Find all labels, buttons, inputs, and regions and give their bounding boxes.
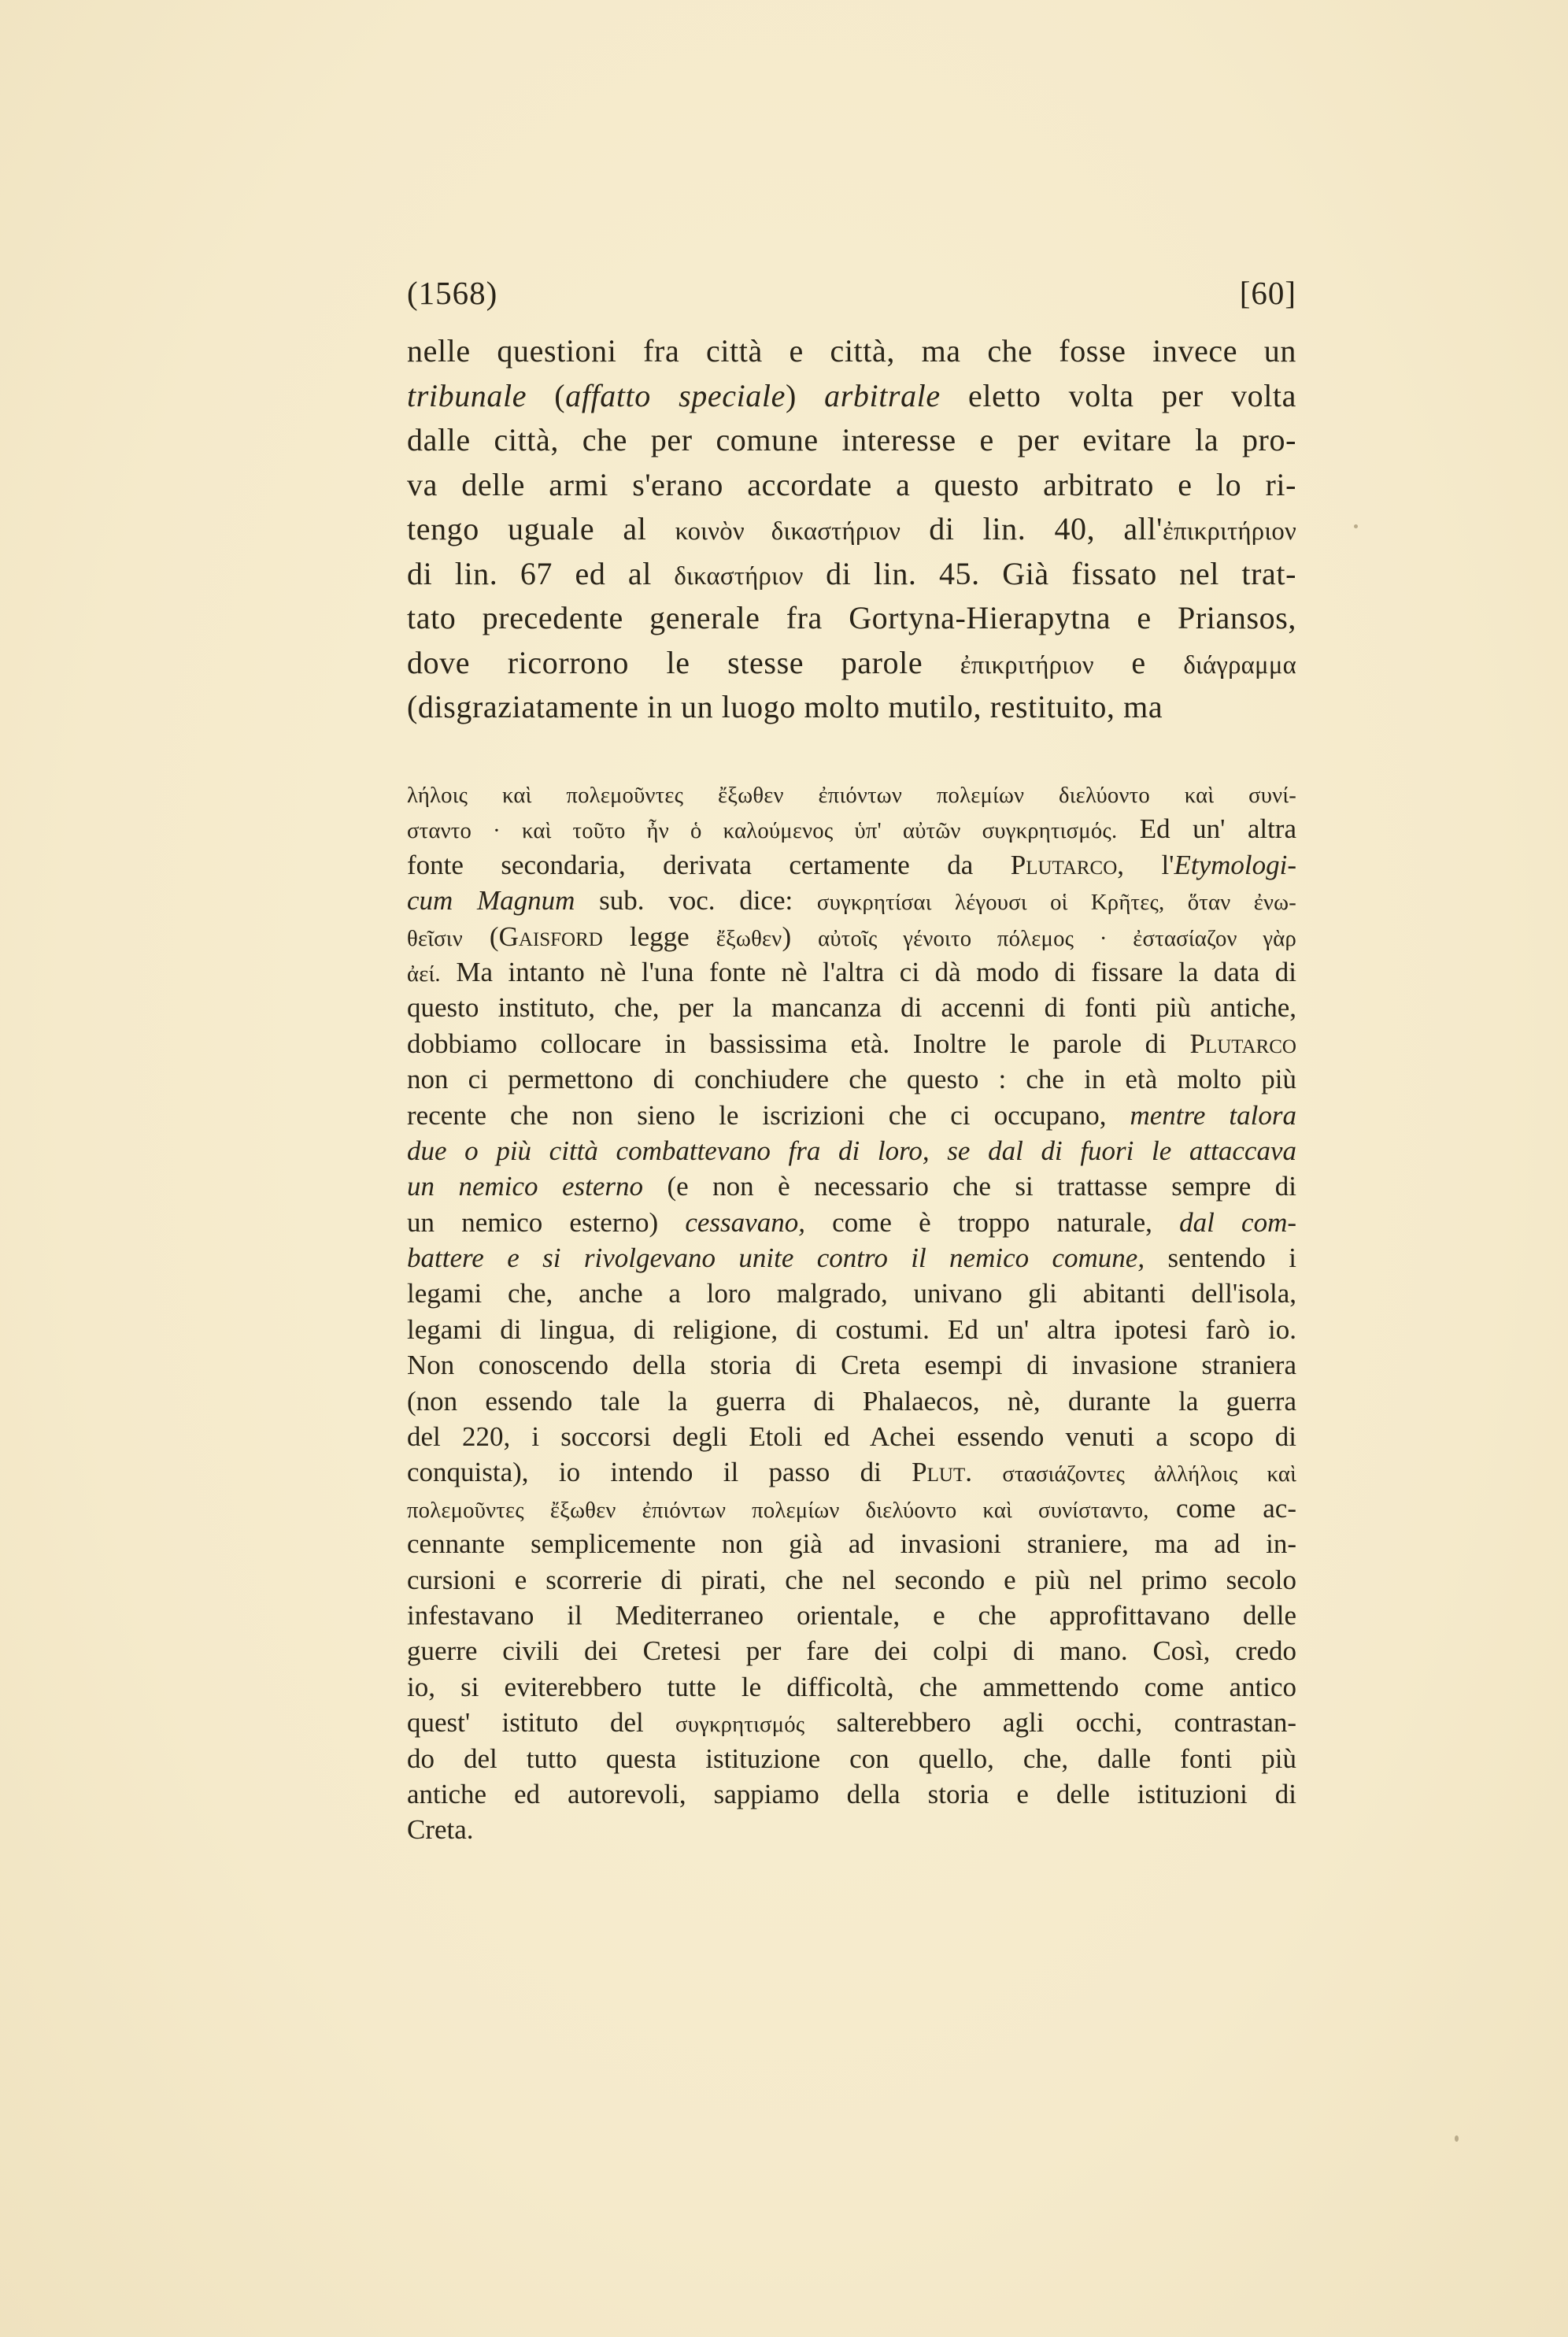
greek-text: λήλοις καὶ πολεμοῦντες ἔξωθεν ἐπιόντων πολεμίων διελύοντο καὶ συνί- — [407, 783, 1296, 808]
main-text-line — [407, 507, 1296, 552]
text-run: (non essendo tale la guerra di Phalaecos, nè, durante la guerra — [407, 1385, 1296, 1417]
text-run: quest' istituto del — [407, 1707, 676, 1739]
text-run: Etymologi- — [1174, 849, 1297, 880]
text-run: (e non è necessario che si trattasse sempre di — [643, 1171, 1296, 1202]
footnote-line — [407, 1776, 1296, 1812]
greek-text: ἐπικριτήριον — [960, 650, 1094, 680]
greek-text: δικαστήριον — [674, 561, 804, 591]
greek-text: ἐπικριτήριον — [1162, 517, 1296, 546]
text-run: ) — [782, 920, 819, 952]
text-run: dove ricorrono le stesse parole — [407, 644, 960, 680]
text-run: legge — [602, 920, 716, 952]
greek-text: σταντο · καὶ τοῦτο ἦν ὁ καλούμενος ὑπ' αὐτῶν συγκρητισμός. — [407, 818, 1118, 844]
greek-text: συγκρητίσαι λέγουσι οἱ Κρῆτες, ὅταν ἐνω- — [816, 890, 1296, 916]
greek-text: κοινὸν δικαστήριον — [675, 517, 901, 546]
main-text-line — [407, 552, 1296, 597]
footnote-line — [407, 1276, 1296, 1311]
text-run: un nemico esterno — [407, 1171, 644, 1202]
text-run: ) — [785, 377, 825, 413]
greek-text: αὐτοῖς γένοιτο πόλεμος · ἐστασίαζον γὰρ — [818, 925, 1297, 951]
text-run: do del tutto questa istituzione con quello, che, dalle fonti più — [407, 1743, 1296, 1774]
text-run: sub. voc. dice: — [575, 885, 817, 917]
text-run: cum Magnum — [407, 885, 575, 917]
footnote-line — [407, 1526, 1296, 1561]
footnote-line — [407, 1347, 1296, 1383]
footnote-line — [407, 1633, 1296, 1668]
footnote-line — [407, 990, 1296, 1025]
text-run: guerre civili dei Cretesi per fare dei colpi di mano. Così, credo — [407, 1635, 1296, 1667]
footnote-line — [407, 1705, 1296, 1740]
text-run: Non conoscendo della storia di Creta esempi di invasione straniera — [407, 1350, 1296, 1381]
text-run: arbitrale — [824, 377, 941, 413]
footnote-line — [407, 1741, 1296, 1776]
main-text-block — [407, 329, 1296, 730]
footnote-line — [407, 1669, 1296, 1705]
text-run: ( — [527, 377, 566, 413]
greek-text: ἀεί. — [407, 961, 441, 987]
footnote-line — [407, 1454, 1296, 1490]
text-run: io, si eviterebbero tutte le difficoltà, che ammettendo come antico — [407, 1671, 1296, 1702]
text-run: tato precedente generale fra Gortyna-Hierapytna e Priansos, — [407, 600, 1296, 635]
text-run: di lin. 40, all' — [900, 511, 1163, 546]
footnote-line — [407, 1026, 1296, 1061]
text-run: Creta. — [407, 1814, 474, 1846]
page-header — [407, 274, 1296, 321]
footnote-line — [407, 1812, 1296, 1847]
footnote-line — [407, 1061, 1296, 1097]
text-run: nelle questioni fra città e città, ma che fosse invece un — [407, 333, 1296, 369]
greek-text: θεῖσιν — [407, 925, 463, 951]
text-run: antiche ed autorevoli, sappiamo della storia e delle istituzioni di — [407, 1778, 1296, 1809]
greek-text: διάγραμμα — [1183, 650, 1296, 680]
footnote-line — [407, 883, 1296, 918]
text-run: battere e si rivolgevano unite contro il nemico comune, — [407, 1243, 1145, 1274]
footnote-line — [407, 1240, 1296, 1276]
footnote-line — [407, 776, 1296, 811]
text-run: infestavano il Mediterraneo orientale, e che approfittavano delle — [407, 1599, 1296, 1631]
author-name: Plutarco — [1189, 1028, 1296, 1059]
text-run: salterebbero agli occhi, contrastan- — [804, 1707, 1297, 1739]
text-run: tribunale — [407, 377, 527, 413]
text-run: come è troppo naturale, — [804, 1206, 1180, 1238]
text-run — [972, 1457, 1002, 1487]
page-number-left: (1568) — [407, 275, 498, 311]
text-run: di lin. 45. Già fissato nel trat- — [803, 555, 1296, 591]
text-run: affatto speciale — [565, 377, 786, 413]
text-run: mentre talora — [1130, 1099, 1296, 1131]
footnote-line — [407, 1598, 1296, 1633]
greek-text: στασιάζοντες ἀλλήλοις καὶ — [1002, 1461, 1296, 1487]
text-run: recente che non sieno le iscrizioni che ci occupano, — [407, 1099, 1130, 1131]
text-run: va delle armi s'erano accordate a questo arbitrato e lo ri- — [407, 466, 1296, 502]
footnote-line — [407, 919, 1296, 954]
main-text-line — [407, 418, 1296, 463]
greek-text: πολεμοῦντες ἔξωθεν ἐπιόντων πολεμίων διελύοντο καὶ συνίσταντο, — [407, 1497, 1149, 1523]
text-run: questo instituto, che, per la mancanza di accenni di fonti più antiche, — [407, 992, 1296, 1024]
text-run: Ma intanto nè l'una fonte nè l'altra ci dà modo di fissare la data di — [440, 956, 1296, 987]
text-run: dobbiamo collocare in bassissima età. Inoltre le parole di — [407, 1028, 1190, 1059]
paper-speck — [1455, 2135, 1459, 2142]
text-run: eletto volta per volta — [940, 377, 1296, 413]
text-run: ( — [462, 920, 499, 952]
footnote-line — [407, 1168, 1296, 1204]
text-run: cennante semplicemente non già ad invasioni straniere, ma ad in- — [407, 1528, 1296, 1560]
main-text-line — [407, 641, 1296, 686]
footnote-line — [407, 1312, 1296, 1347]
main-text-line — [407, 596, 1296, 641]
text-run: fonte secondaria, derivata certamente da — [407, 849, 1011, 880]
footnote-line — [407, 1419, 1296, 1454]
footnote-line — [407, 1491, 1296, 1526]
footnote-text-block — [407, 776, 1296, 1848]
main-text-line — [407, 685, 1296, 730]
main-text-line — [407, 463, 1296, 508]
text-run: cessavano, — [685, 1206, 805, 1238]
main-text-line — [407, 374, 1296, 419]
footnote-line — [407, 954, 1296, 990]
greek-text: ἔξωθεν — [716, 925, 782, 951]
text-run: dalle città, che per comune interesse e per evitare la pro- — [407, 422, 1296, 457]
footnote-line — [407, 1562, 1296, 1598]
text-run: tengo uguale al — [407, 511, 675, 546]
text-run: conquista), io intendo il passo di — [407, 1457, 912, 1488]
text-run: Ed un' altra — [1117, 813, 1296, 845]
footnote-line — [407, 1205, 1296, 1240]
main-text-line — [407, 329, 1296, 374]
text-run: di lin. 67 ed al — [407, 555, 675, 591]
author-name: Gaisford — [498, 920, 603, 952]
text-run: del 220, i soccorsi degli Etoli ed Achei essendo venuti a scopo di — [407, 1421, 1296, 1453]
footnote-line — [407, 847, 1296, 883]
footnote-line — [407, 1133, 1296, 1168]
page-number-right: [60] — [1239, 275, 1296, 311]
text-run: due o più città combattevano fra di loro, se dal di fuori le attaccava — [407, 1135, 1296, 1166]
text-run: un nemico esterno) — [407, 1206, 686, 1238]
footnote-line — [407, 1383, 1296, 1419]
text-run: sentendo i — [1145, 1243, 1296, 1274]
text-run: come ac- — [1148, 1492, 1296, 1524]
paper-speck — [1354, 524, 1358, 528]
author-name: Plutarco — [1010, 849, 1118, 880]
text-run: , l' — [1117, 849, 1174, 880]
author-name: Plut. — [912, 1457, 972, 1488]
text-run: legami che, anche a loro malgrado, univano gli abitanti dell'isola, — [407, 1278, 1296, 1309]
text-run: legami di lingua, di religione, di costumi. Ed un' altra ipotesi farò io. — [407, 1313, 1296, 1345]
footnote-line — [407, 811, 1296, 846]
text-run: cursioni e scorrerie di pirati, che nel secondo e più nel primo secolo — [407, 1564, 1296, 1595]
text-run: non ci permettono di conchiudere che questo : che in età molto più — [407, 1064, 1296, 1095]
greek-text: συγκρητισμός — [675, 1712, 805, 1738]
text-run: e — [1093, 644, 1184, 680]
footnote-line — [407, 1098, 1296, 1133]
text-run: dal com- — [1179, 1206, 1296, 1238]
text-run: (disgraziatamente in un luogo molto mutilo, restituito, ma — [407, 689, 1163, 724]
